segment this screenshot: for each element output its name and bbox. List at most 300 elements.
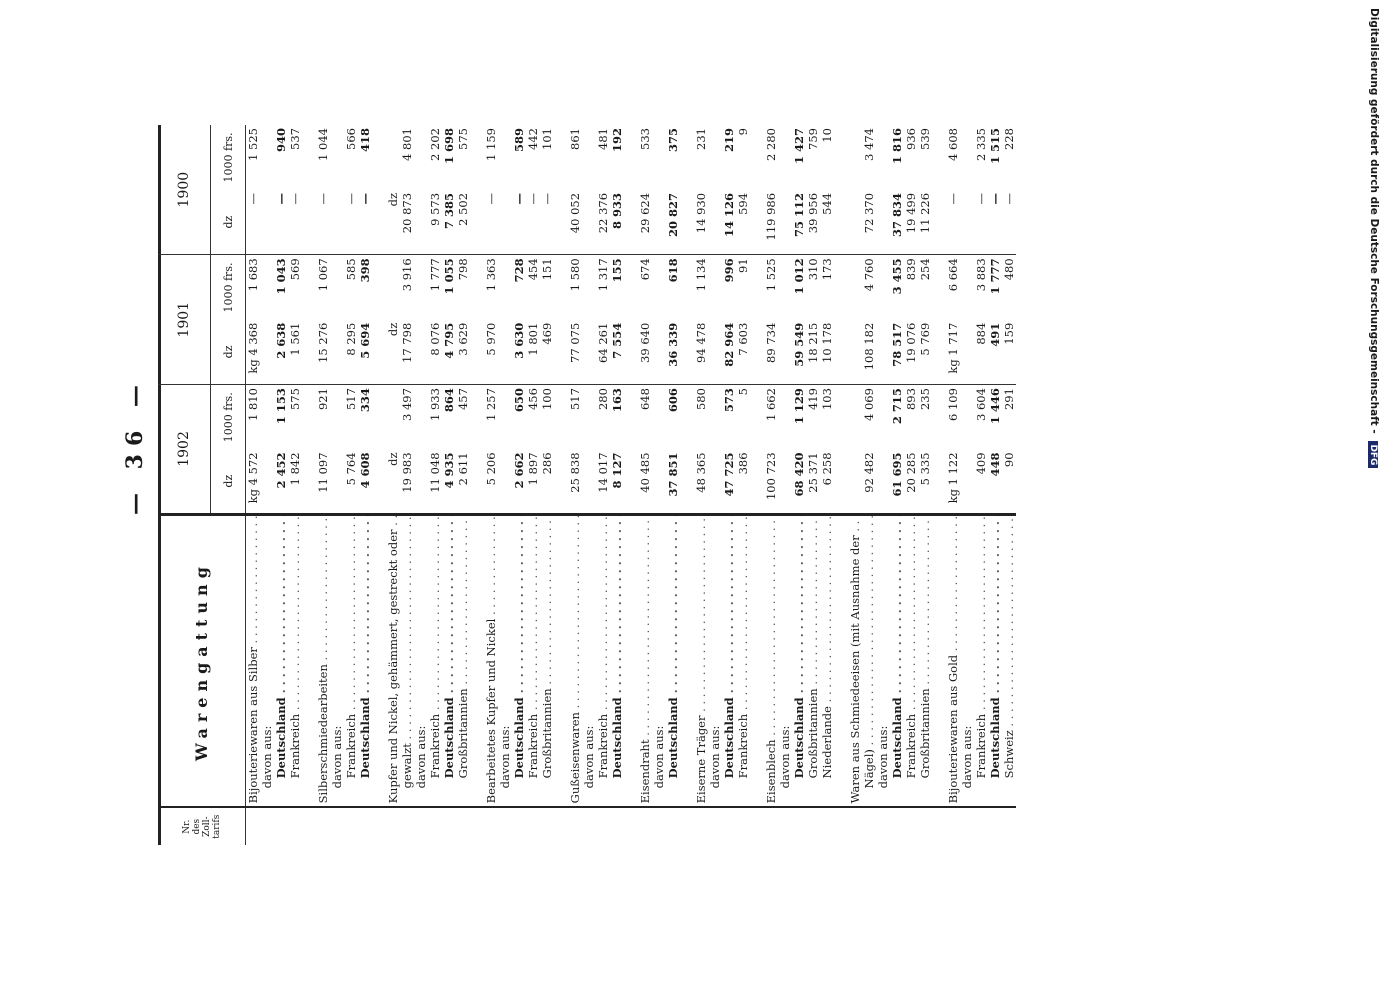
- row-nr: [344, 807, 358, 845]
- row-label: [498, 514, 512, 807]
- cell-quantity: [750, 449, 764, 514]
- table-row: [372, 125, 386, 845]
- cell-value: 936: [904, 128, 918, 150]
- cell-value: [778, 255, 792, 320]
- row-label: [582, 514, 596, 807]
- cell-quantity: [302, 320, 316, 385]
- row-label-text: Frankreich . . .: [344, 514, 358, 778]
- cell-value: 9: [736, 128, 750, 136]
- cell-quantity: 17 798: [400, 322, 414, 363]
- cell-value: [386, 385, 400, 450]
- row-label-text: Frankreich . . .: [428, 514, 442, 778]
- cell-value: 481: [596, 128, 610, 150]
- row-label: [302, 514, 316, 807]
- cell-value: 101: [540, 128, 554, 150]
- cell-value: 893: [904, 385, 918, 450]
- cell-value: 310: [806, 255, 820, 320]
- cell-quantity: [932, 449, 946, 514]
- cell-value: [386, 255, 400, 320]
- row-nr: [974, 807, 988, 845]
- cell-value: [680, 255, 694, 320]
- cell-value: 921: [316, 385, 330, 450]
- cell-quantity: 1 897: [526, 452, 540, 486]
- cell-value: 2 335: [974, 128, 988, 161]
- table-row: [540, 125, 554, 845]
- row-nr: [862, 807, 876, 845]
- cell-quantity: 22 376: [596, 192, 610, 234]
- row-nr: [750, 807, 764, 845]
- row-label: [918, 514, 932, 807]
- cell-quantity: [708, 449, 722, 514]
- cell-value: [414, 385, 428, 450]
- row-label: [638, 514, 652, 807]
- row-nr: [358, 807, 372, 845]
- row-label-text: Niederlande . . .: [820, 514, 834, 778]
- header-warengattung: Warengattung: [158, 514, 246, 807]
- cell-quantity: 5 764: [344, 452, 358, 486]
- row-nr: [372, 807, 386, 845]
- cell-quantity: [652, 190, 666, 255]
- cell-quantity: [470, 449, 484, 514]
- row-nr: [470, 807, 484, 845]
- cell-quantity: 409: [974, 452, 988, 475]
- table-row: [498, 125, 512, 845]
- row-label: [680, 514, 694, 807]
- row-label: [960, 514, 974, 807]
- cell-quantity: 25 838: [568, 452, 582, 493]
- cell-quantity: 2 452: [274, 452, 288, 489]
- cell-value: [750, 125, 764, 190]
- row-nr: [946, 807, 960, 845]
- side-credit: [1364, 8, 1380, 466]
- cell-value: 1 153: [274, 385, 288, 450]
- cell-value: 231: [694, 128, 708, 150]
- cell-quantity: [414, 190, 428, 255]
- cell-quantity: 8 127: [610, 452, 624, 489]
- cell-value: [652, 125, 666, 190]
- row-label-text: Silberschmiedearbeiten . . .: [316, 514, 330, 803]
- cell-quantity: [330, 320, 344, 385]
- row-label-text: Eisenblech . . .: [764, 514, 778, 803]
- row-nr: [820, 807, 834, 845]
- table-row: [358, 125, 372, 845]
- cell-value: [498, 125, 512, 190]
- header-year-1901: 1901: [158, 255, 211, 385]
- cell-quantity: [778, 190, 792, 255]
- row-label: [344, 514, 358, 807]
- row-nr: [960, 807, 974, 845]
- cell-quantity: 2 638: [274, 322, 288, 359]
- cell-value: 573: [722, 385, 736, 450]
- cell-value: 517: [344, 385, 358, 450]
- row-label: [316, 514, 330, 807]
- row-nr: [288, 807, 302, 845]
- unit-val-1901: 1000 frs.: [211, 255, 246, 320]
- credit-text: Digitalisierung gefördert durch die Deutsche Forschungsgemeinschaft -: [1368, 8, 1380, 434]
- cell-quantity: [680, 190, 694, 255]
- row-label: [1002, 514, 1016, 807]
- cell-value: 173: [820, 255, 834, 320]
- table-row: [988, 125, 1002, 845]
- cell-quantity: [260, 320, 274, 385]
- cell-quantity: [778, 320, 792, 385]
- table-row: [694, 125, 708, 845]
- cell-value: 1 810: [246, 385, 261, 450]
- cell-value: [848, 385, 862, 450]
- cell-value: [372, 385, 386, 450]
- cell-quantity: 7 385: [442, 192, 456, 229]
- table-row: [834, 125, 848, 845]
- row-nr: [932, 807, 946, 845]
- row-nr: [890, 807, 904, 845]
- cell-value: [582, 385, 596, 450]
- cell-quantity: 491: [988, 322, 1002, 347]
- cell-quantity: 11 226: [918, 192, 932, 234]
- row-nr: [302, 807, 316, 845]
- cell-value: 3 474: [862, 128, 876, 161]
- cell-value: 10: [820, 128, 834, 143]
- cell-quantity: 18 215: [806, 322, 820, 363]
- table-row: [554, 125, 568, 845]
- cell-value: 861: [568, 128, 582, 150]
- cell-value: [876, 385, 890, 450]
- cell-value: 839: [904, 255, 918, 320]
- row-nr: [414, 807, 428, 845]
- cell-quantity: 5 206: [484, 452, 498, 486]
- table-row: [974, 125, 988, 845]
- row-label: [288, 514, 302, 807]
- row-label-text: Nägel) . . .: [862, 514, 876, 788]
- row-label: [708, 514, 722, 807]
- cell-value: 1 525: [764, 255, 778, 320]
- table-row: [512, 125, 526, 845]
- table-row: [750, 125, 764, 845]
- cell-value: 254: [918, 255, 932, 320]
- cell-value: [848, 125, 862, 190]
- row-label-text: gewalzt . . .: [400, 514, 414, 788]
- cell-value: [750, 255, 764, 320]
- table-row: [428, 125, 442, 845]
- cell-quantity: [680, 320, 694, 385]
- row-label-text: Großbritannien . . .: [540, 514, 554, 778]
- unit-qty-1900: dz: [211, 190, 246, 255]
- row-label: [974, 514, 988, 807]
- row-nr: [246, 807, 261, 845]
- cell-quantity: 82 964: [722, 322, 736, 367]
- cell-value: [652, 255, 666, 320]
- row-label-text: Kupfer und Nickel, gehämmert, gestreckt oder . . .: [386, 514, 400, 803]
- table-row: [736, 125, 750, 845]
- row-nr: [316, 807, 330, 845]
- cell-quantity: 6 258: [820, 452, 834, 486]
- row-label-text: Bearbeitetes Kupfer und Nickel . . .: [484, 514, 498, 803]
- cell-quantity: [582, 320, 596, 385]
- row-nr: [694, 807, 708, 845]
- cell-value: 650: [512, 385, 526, 450]
- row-label: [484, 514, 498, 807]
- row-label: [820, 514, 834, 807]
- row-label: [932, 514, 946, 807]
- row-nr: [274, 807, 288, 845]
- cell-quantity: [554, 320, 568, 385]
- row-nr: [848, 807, 862, 845]
- cell-quantity: 594: [736, 192, 750, 215]
- table-row: [666, 125, 680, 845]
- cell-quantity: 5 335: [918, 452, 932, 486]
- cell-value: [624, 385, 638, 450]
- row-label-text: Deutschland . . .: [442, 514, 456, 778]
- row-nr: [918, 807, 932, 845]
- cell-value: 457: [456, 385, 470, 450]
- cell-quantity: 5 970: [484, 322, 498, 356]
- cell-value: 192: [610, 128, 624, 153]
- cell-value: [652, 385, 666, 450]
- row-label-text: davon aus:: [260, 725, 274, 789]
- cell-value: [708, 125, 722, 190]
- cell-quantity: 119 986: [764, 192, 778, 241]
- table-row: [820, 125, 834, 845]
- row-nr: [526, 807, 540, 845]
- cell-quantity: 20 285: [904, 452, 918, 493]
- row-nr: [722, 807, 736, 845]
- cell-value: 1 777: [988, 255, 1002, 320]
- cell-quantity: [414, 320, 428, 385]
- cell-quantity: —: [288, 192, 302, 205]
- cell-value: [498, 385, 512, 450]
- cell-value: 759: [806, 128, 820, 150]
- cell-quantity: —: [526, 192, 540, 205]
- cell-value: 589: [512, 128, 526, 153]
- cell-quantity: —: [946, 192, 960, 205]
- cell-value: 539: [918, 128, 932, 150]
- cell-quantity: 2 502: [456, 192, 470, 226]
- row-label: [456, 514, 470, 807]
- cell-quantity: 39 640: [638, 322, 652, 363]
- cell-value: [470, 255, 484, 320]
- cell-value: 219: [722, 128, 736, 153]
- row-nr: [792, 807, 806, 845]
- table-row: [624, 125, 638, 845]
- row-label: [750, 514, 764, 807]
- cell-value: [302, 385, 316, 450]
- table-row: [876, 125, 890, 845]
- cell-value: [778, 385, 792, 450]
- row-label: [260, 514, 274, 807]
- table-row: [932, 125, 946, 845]
- cell-quantity: [372, 449, 386, 514]
- cell-value: [680, 385, 694, 450]
- cell-value: 940: [274, 128, 288, 153]
- cell-value: [932, 385, 946, 450]
- cell-value: [876, 255, 890, 320]
- cell-quantity: 39 956: [806, 192, 820, 234]
- cell-value: 1 159: [484, 128, 498, 161]
- cell-quantity: 36 339: [666, 322, 680, 367]
- row-label: [568, 514, 582, 807]
- cell-value: [470, 125, 484, 190]
- cell-quantity: 59 549: [792, 322, 806, 367]
- cell-quantity: 75 112: [792, 192, 806, 237]
- row-label: [470, 514, 484, 807]
- cell-value: [302, 125, 316, 190]
- cell-quantity: —: [540, 192, 554, 205]
- cell-quantity: 14 126: [722, 192, 736, 237]
- cell-quantity: [260, 449, 274, 514]
- cell-quantity: —: [512, 192, 526, 205]
- row-label-text: Deutschland . . .: [358, 514, 372, 778]
- row-label-text: davon aus:: [652, 725, 666, 789]
- cell-quantity: [652, 449, 666, 514]
- cell-quantity: 544: [820, 192, 834, 215]
- cell-quantity: 10 178: [820, 322, 834, 363]
- cell-value: 1 012: [792, 255, 806, 320]
- cell-value: 533: [638, 128, 652, 150]
- table-row: [302, 125, 316, 845]
- cell-value: [260, 385, 274, 450]
- table-row: [526, 125, 540, 845]
- table-row: [386, 125, 400, 845]
- cell-value: 517: [568, 385, 582, 450]
- cell-quantity: dz: [386, 452, 400, 466]
- table-row: [722, 125, 736, 845]
- cell-quantity: 47 725: [722, 452, 736, 497]
- row-label: [764, 514, 778, 807]
- cell-value: [470, 385, 484, 450]
- cell-value: 442: [526, 128, 540, 150]
- row-label-text: Eiserne Träger . . .: [694, 514, 708, 803]
- cell-value: 91: [736, 255, 750, 320]
- cell-quantity: [372, 320, 386, 385]
- row-label-text: Deutschland . . .: [666, 514, 680, 778]
- unit-qty-1902: dz: [211, 449, 246, 514]
- row-nr: [876, 807, 890, 845]
- cell-value: 864: [442, 385, 456, 450]
- cell-value: [778, 125, 792, 190]
- cell-quantity: [498, 320, 512, 385]
- cell-value: 1 698: [442, 128, 456, 165]
- cell-quantity: 159: [1002, 322, 1016, 345]
- cell-quantity: 40 485: [638, 452, 652, 493]
- cell-quantity: 8 933: [610, 192, 624, 229]
- row-label: [442, 514, 456, 807]
- cell-quantity: 7 603: [736, 322, 750, 356]
- cell-value: [554, 385, 568, 450]
- cell-quantity: 11 097: [316, 452, 330, 493]
- row-label: [414, 514, 428, 807]
- row-label-text: Deutschland . . .: [792, 514, 806, 778]
- cell-quantity: 72 370: [862, 192, 876, 234]
- cell-value: [498, 255, 512, 320]
- row-label: [358, 514, 372, 807]
- cell-quantity: [848, 449, 862, 514]
- row-label: [806, 514, 820, 807]
- cell-value: [680, 125, 694, 190]
- row-label: [274, 514, 288, 807]
- page-number: — 36 —: [122, 377, 148, 515]
- row-label: [526, 514, 540, 807]
- cell-quantity: 9 573: [428, 192, 442, 226]
- cell-quantity: [932, 190, 946, 255]
- row-nr: [442, 807, 456, 845]
- cell-value: 100: [540, 385, 554, 450]
- cell-value: 1 363: [484, 255, 498, 320]
- cell-quantity: [652, 320, 666, 385]
- cell-value: 4 608: [946, 128, 960, 161]
- cell-value: 235: [918, 385, 932, 450]
- cell-value: 2 715: [890, 385, 904, 450]
- cell-quantity: —: [316, 192, 330, 205]
- cell-quantity: —: [1002, 192, 1016, 205]
- cell-quantity: 78 517: [890, 322, 904, 367]
- cell-quantity: [624, 449, 638, 514]
- table-row: [316, 125, 330, 845]
- cell-value: [302, 255, 316, 320]
- row-label: [834, 514, 848, 807]
- table-row: [764, 125, 778, 845]
- row-label-text: Großbritannien . . .: [918, 514, 932, 778]
- cell-value: [932, 125, 946, 190]
- cell-quantity: [960, 190, 974, 255]
- cell-value: [960, 385, 974, 450]
- cell-value: 1 777: [428, 255, 442, 320]
- cell-quantity: [470, 320, 484, 385]
- cell-quantity: 1 842: [288, 452, 302, 486]
- cell-quantity: dz: [386, 192, 400, 207]
- cell-value: 580: [694, 385, 708, 450]
- cell-quantity: dz: [386, 322, 400, 337]
- row-nr: [484, 807, 498, 845]
- cell-value: [624, 125, 638, 190]
- cell-value: 418: [358, 128, 372, 153]
- cell-value: [554, 125, 568, 190]
- cell-value: 6 109: [946, 385, 960, 450]
- row-nr: [554, 807, 568, 845]
- cell-quantity: [302, 190, 316, 255]
- row-nr: [540, 807, 554, 845]
- cell-quantity: [834, 190, 848, 255]
- header-year-1902: 1902: [158, 385, 211, 515]
- cell-value: 1 933: [428, 385, 442, 450]
- cell-value: [372, 125, 386, 190]
- cell-value: 606: [666, 385, 680, 450]
- cell-quantity: 4 795: [442, 322, 456, 359]
- cell-value: 155: [610, 255, 624, 320]
- cell-quantity: [582, 449, 596, 514]
- row-label: [946, 514, 960, 807]
- cell-value: 569: [288, 255, 302, 320]
- cell-value: [876, 125, 890, 190]
- table-row: [274, 125, 288, 845]
- cell-value: 4 801: [400, 128, 414, 161]
- cell-quantity: 5 769: [918, 322, 932, 356]
- row-label: [666, 514, 680, 807]
- row-nr: [638, 807, 652, 845]
- row-label-text: davon aus:: [960, 725, 974, 789]
- cell-quantity: [260, 190, 274, 255]
- row-label: [778, 514, 792, 807]
- cell-quantity: [582, 190, 596, 255]
- row-label-text: davon aus:: [498, 725, 512, 789]
- table-row: [246, 125, 261, 845]
- table-row: [582, 125, 596, 845]
- cell-value: 575: [456, 128, 470, 150]
- cell-value: 1 515: [988, 128, 1002, 165]
- table-row: [414, 125, 428, 845]
- cell-value: 151: [540, 255, 554, 320]
- cell-quantity: 19 499: [904, 192, 918, 234]
- row-label-text: Frankreich . . .: [736, 514, 750, 778]
- row-nr: [610, 807, 624, 845]
